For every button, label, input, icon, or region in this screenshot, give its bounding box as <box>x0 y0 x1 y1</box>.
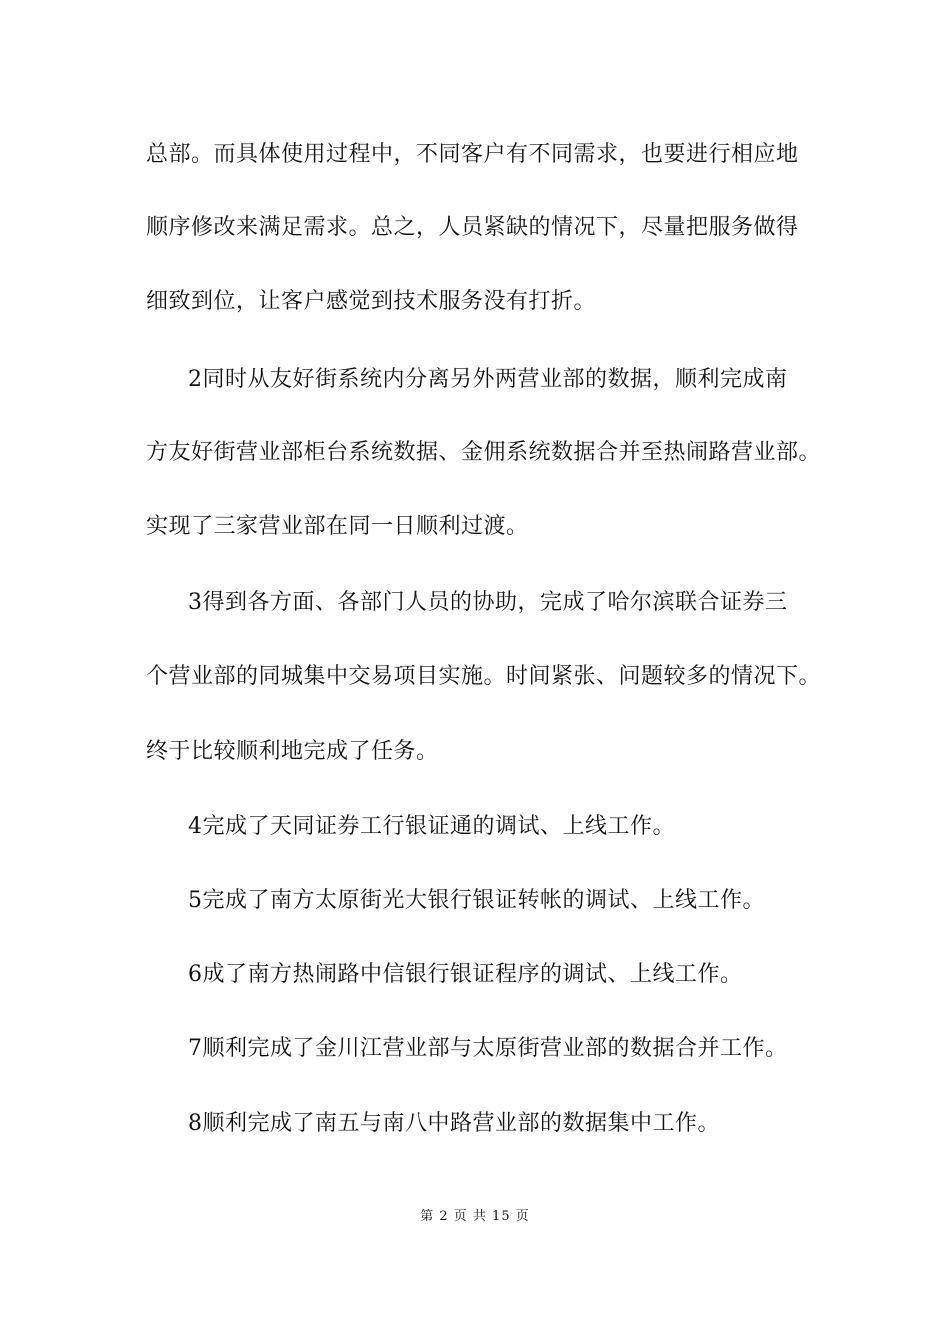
paragraph-line: 2同时从友好街系统内分离另外两营业部的数据，顺利完成南 <box>188 367 788 392</box>
paragraph-line: 顺序修改来满足需求。总之，人员紧缺的情况下，尽量把服务做得 <box>146 215 799 240</box>
paragraph-line: 8顺利完成了南五与南八中路营业部的数据集中工作。 <box>188 1111 720 1136</box>
paragraph-line: 总部。而具体使用过程中，不同客户有不同需求，也要进行相应地 <box>146 142 799 167</box>
paragraph-line: 3得到各方面、各部门人员的协助，完成了哈尔滨联合证券三 <box>188 590 788 615</box>
paragraph-line: 4完成了天同证券工行银证通的调试、上线工作。 <box>188 814 675 839</box>
paragraph-line: 7顺利完成了金川江营业部与太原街营业部的数据合并工作。 <box>188 1036 788 1061</box>
paragraph-line: 6成了南方热闹路中信银行银证程序的调试、上线工作。 <box>188 962 743 987</box>
page-number-footer: 第 2 页 共 15 页 <box>420 1209 530 1224</box>
paragraph-line: 细致到位，让客户感觉到技术服务没有打折。 <box>146 289 597 314</box>
paragraph-line: 实现了三家营业部在同一日顺利过渡。 <box>146 514 529 539</box>
paragraph-line: 个营业部的同城集中交易项目实施。时间紧张、问题较多的情况下。 <box>146 664 822 689</box>
paragraph-line: 方友好街营业部柜台系统数据、金佣系统数据合并至热闹路营业部。 <box>146 440 822 465</box>
paragraph-line: 5完成了南方太原街光大银行银证转帐的调试、上线工作。 <box>188 888 765 913</box>
paragraph-line: 终于比较顺利地完成了任务。 <box>146 739 439 764</box>
